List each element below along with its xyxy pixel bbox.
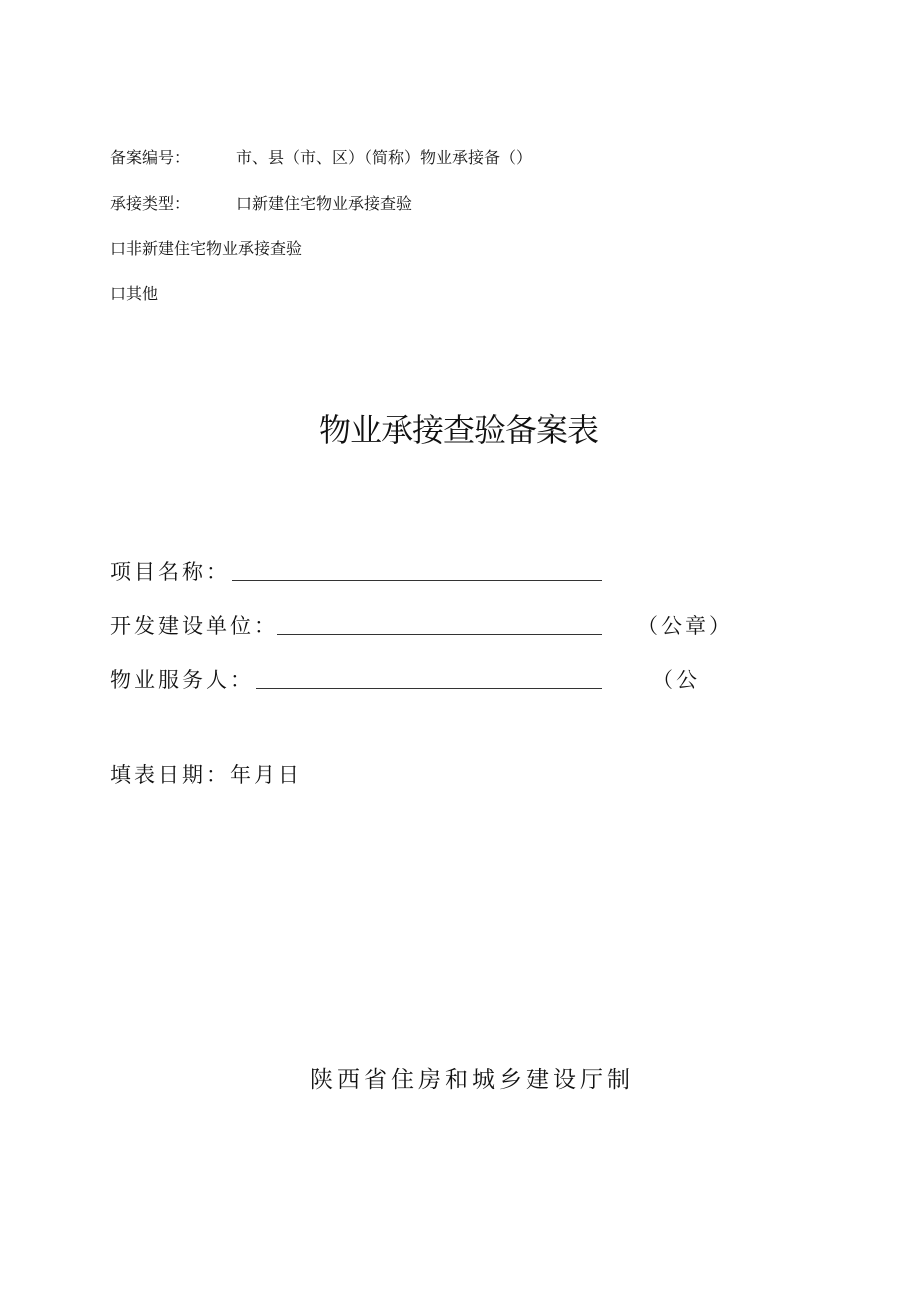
developer-seal-note: （公章） [637, 614, 733, 638]
option-other: 口其他 [110, 284, 159, 303]
record-number-label: 备案编号： [110, 148, 191, 167]
option-non-new-residential: 口非新建住宅物业承接查验 [110, 239, 303, 258]
project-name-line [232, 580, 602, 581]
developer-line [277, 634, 602, 635]
issuing-authority: 陕西省住房和城乡建设厅制 [310, 1067, 634, 1093]
fill-date-label: 填表日期：年月日 [110, 763, 302, 787]
project-name-label: 项目名称： [110, 560, 230, 584]
record-number-value: 市、县（市、区）（简称）物业承接备（） [236, 148, 533, 167]
property-service-line [256, 688, 602, 689]
developer-label: 开发建设单位： [110, 614, 278, 638]
option-new-residential: 口新建住宅物业承接查验 [236, 194, 413, 213]
property-service-label: 物业服务人： [110, 668, 254, 692]
property-service-seal-note: （公 [652, 668, 700, 692]
takeover-type-label: 承接类型： [110, 194, 191, 213]
page-title: 物业承接查验备案表 [319, 411, 599, 449]
